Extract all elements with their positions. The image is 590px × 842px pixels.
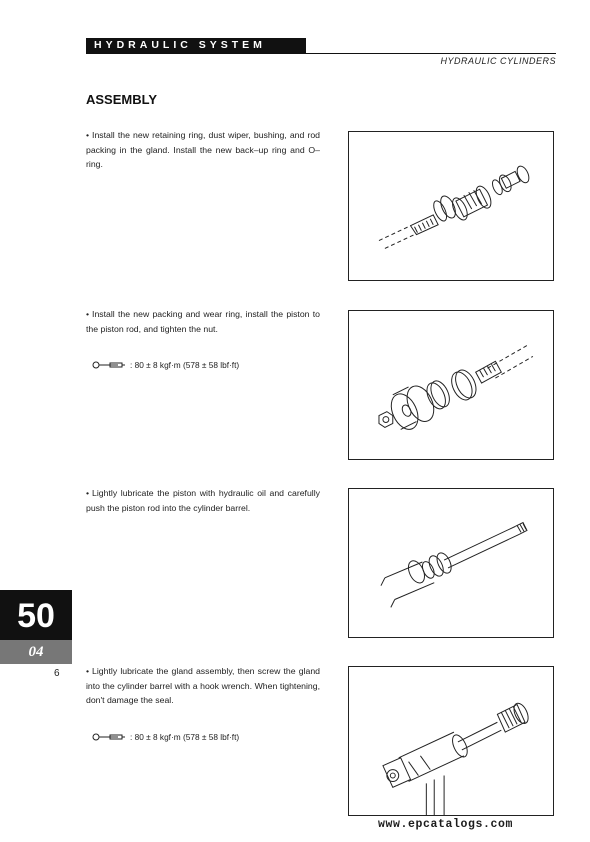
rod-insertion-illustration [349,489,553,637]
chapter-subsection: 04 [0,640,72,664]
step-4-torque-value: : 80 ± 8 kgf·m (578 ± 58 lbf·ft) [130,732,240,742]
piston-assembly-illustration [349,311,553,459]
step-2-instruction: Install the new packing and wear ring, install the piston to the piston rod, and tighten the nut. [86,309,320,334]
step-4-torque-spec [92,732,239,742]
bullet: • [86,488,90,498]
step-3-text [86,486,320,515]
section-header: HYDRAULIC SYSTEM [86,38,306,53]
step-2-text [86,307,320,336]
site-watermark: www.epcatalogs.com [378,818,514,831]
step-4-instruction: Lightly lubricate the gland assembly, then screw the gland into the cylinder barrel with a hook wrench. When tightening, don't damage the seal. [86,666,320,706]
subsection-header: HYDRAULIC CYLINDERS [440,56,556,66]
gland-seals-illustration [349,132,553,280]
bullet: • [86,130,90,140]
page-title: ASSEMBLY [86,92,158,107]
figure-gland-installation [348,666,554,816]
step-3-instruction: Lightly lubricate the piston with hydraulic oil and carefully push the piston rod into the cylinder barrel. [86,488,320,513]
page-number: 6 [54,668,60,679]
step-1-text [86,128,320,172]
header-rule [86,53,556,54]
torque-wrench-icon [92,732,126,742]
figure-piston-assembly [348,310,554,460]
bullet: • [86,309,90,319]
figure-gland-seals [348,131,554,281]
bullet: • [86,666,90,676]
step-4-text [86,664,320,708]
gland-installation-illustration [349,667,553,815]
chapter-number: 50 [0,590,72,640]
step-2-torque-spec [92,360,239,370]
step-2-torque-value: : 80 ± 8 kgf·m (578 ± 58 lbf·ft) [130,360,240,370]
torque-wrench-icon [92,360,126,370]
figure-rod-insertion [348,488,554,638]
step-1-instruction: Install the new retaining ring, dust wiper, bushing, and rod packing in the gland. Install the new back–up ring and O–ring. [86,130,320,170]
